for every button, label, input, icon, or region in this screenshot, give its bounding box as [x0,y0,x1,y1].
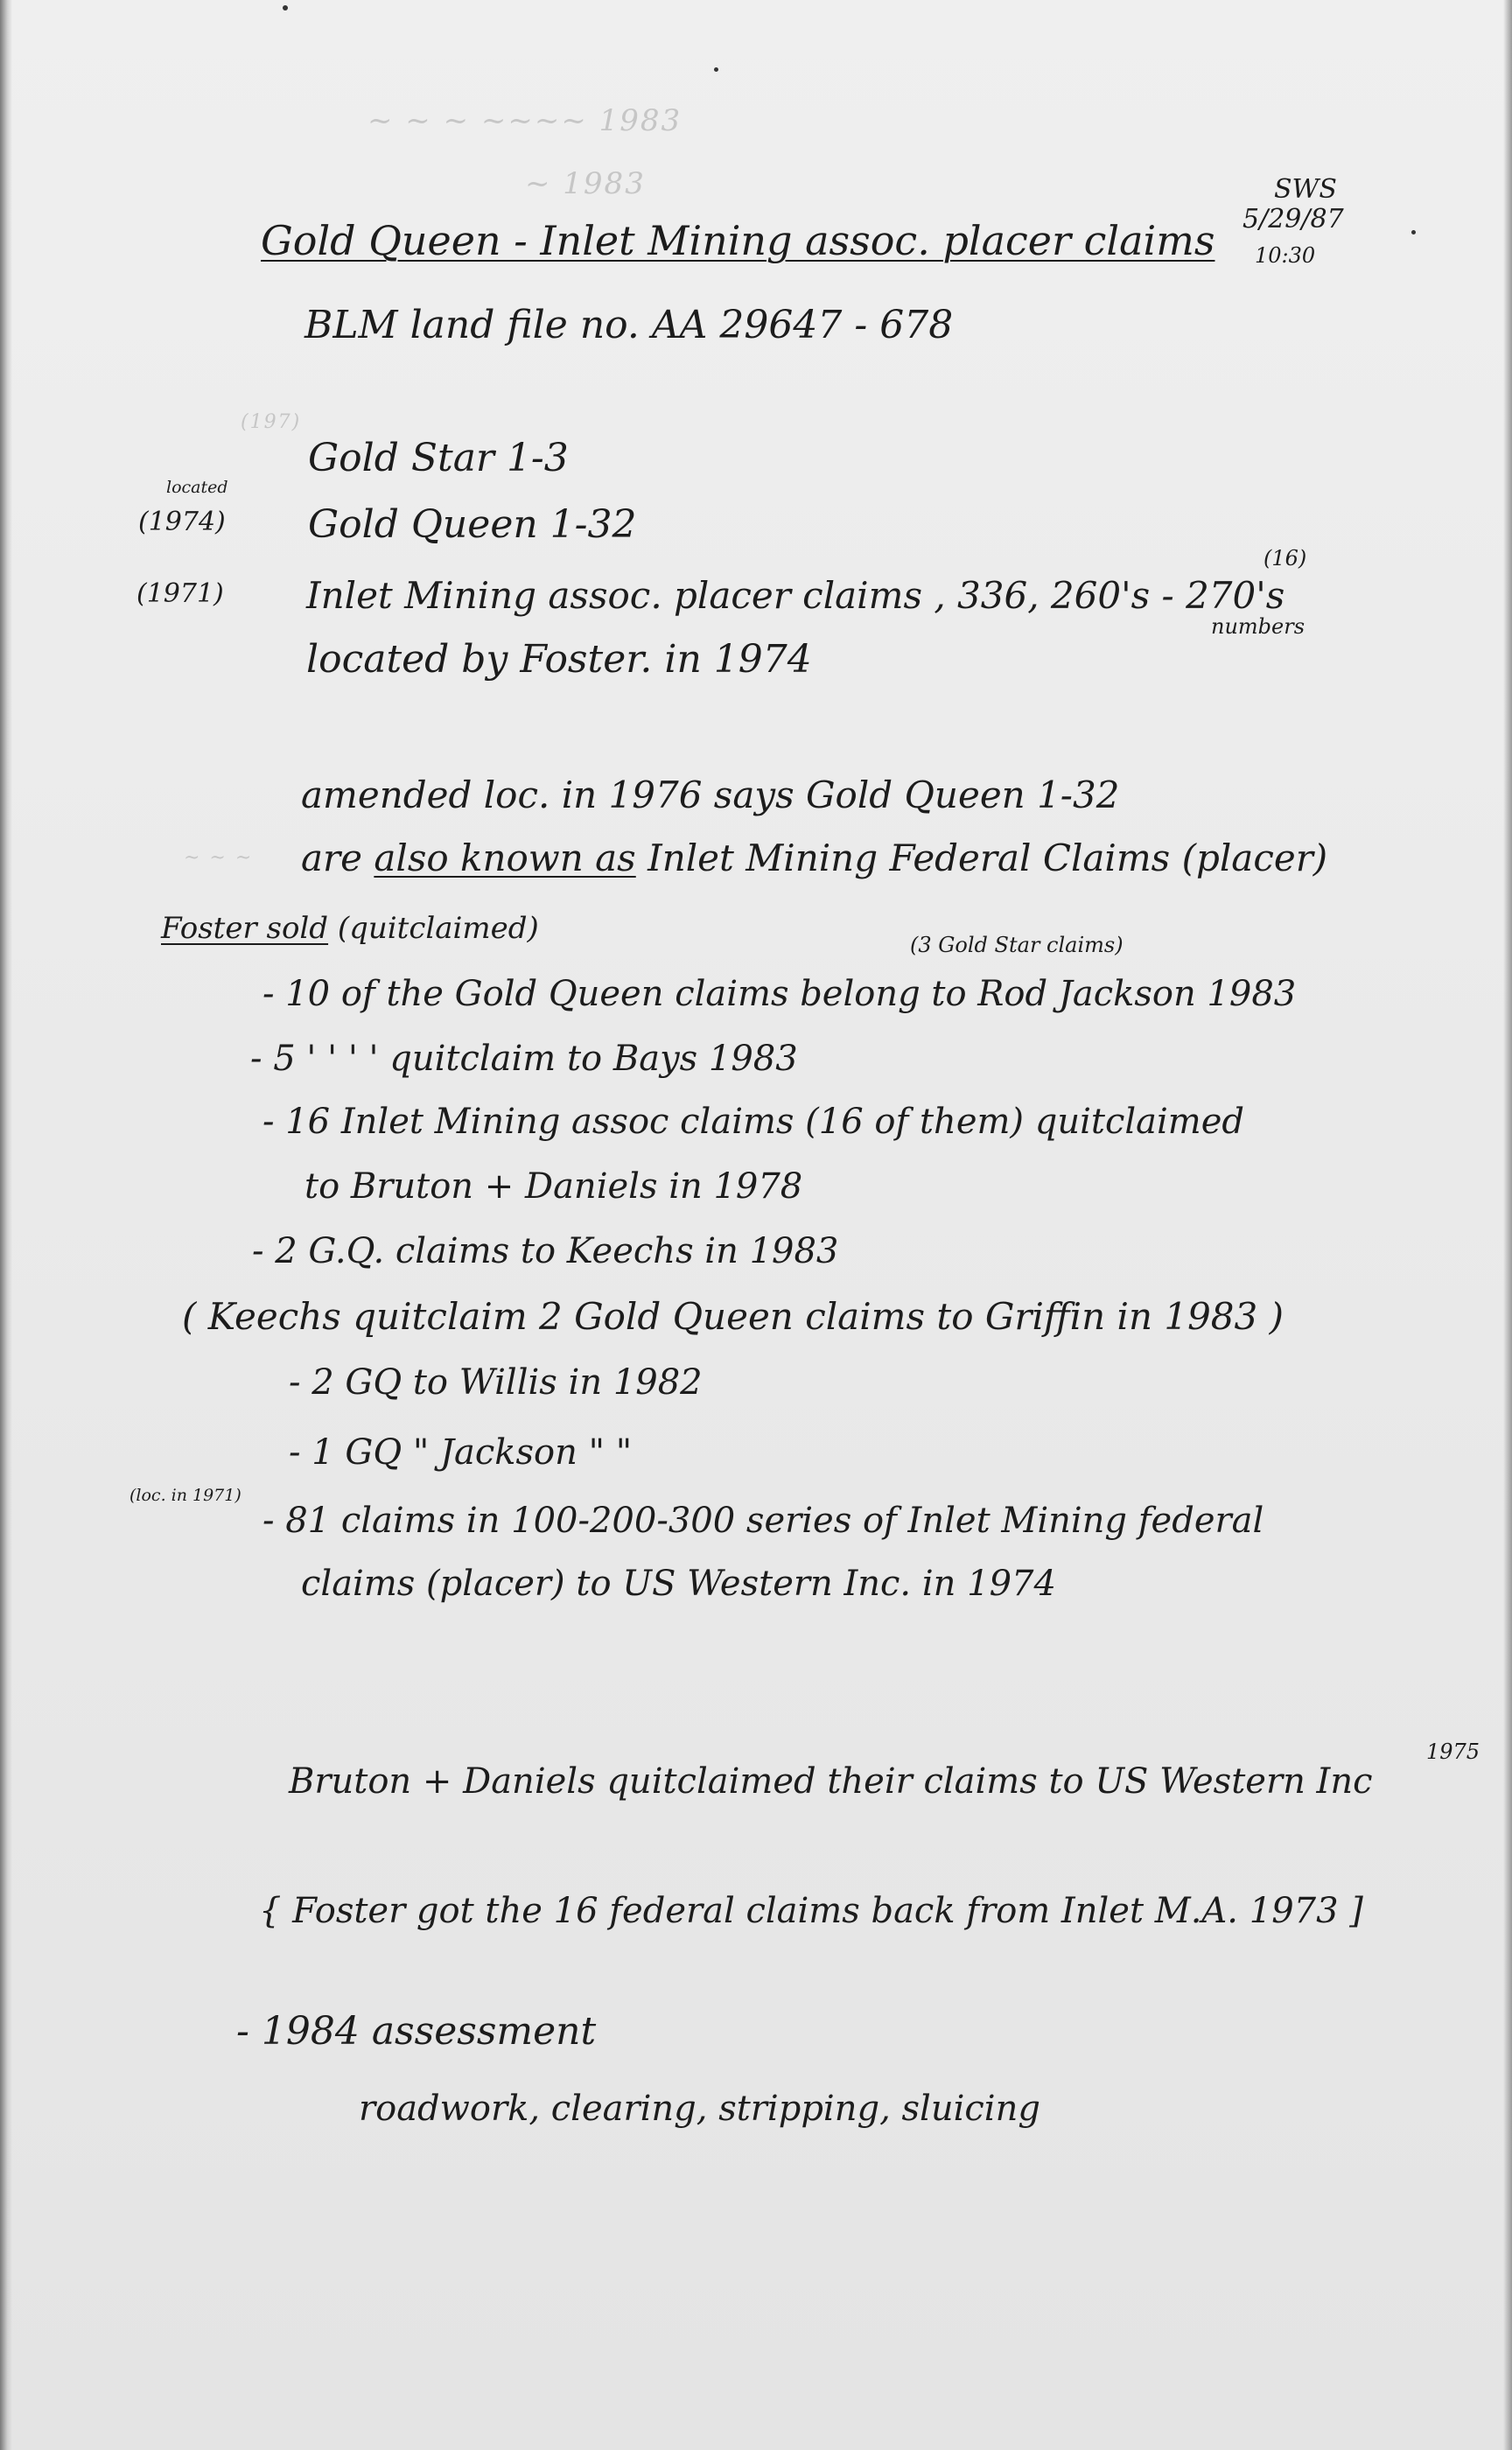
also-known-suffix: Inlet Mining Federal Claims (placer) [648,836,1328,879]
bleed-through-mark: (197) [241,411,302,433]
foster-item-bruton: to Bruton + Daniels in 1978 [304,1166,803,1207]
foster-item-keechs: - 2 G.Q. claims to Keechs in 1983 [252,1231,839,1271]
stamp-time: 10:30 [1255,243,1316,268]
located-by-line: located by Foster. in 1974 [306,637,812,682]
year-1971: (1971) [136,578,224,609]
also-known-line [301,836,1328,879]
bruton-year: 1975 [1426,1740,1480,1764]
foster-item-willis: - 2 GQ to Willis in 1982 [289,1362,703,1403]
scan-shadow-right [1503,0,1512,2450]
page-title: Gold Queen - Inlet Mining assoc. placer claims [261,217,1215,264]
foster-heading [161,911,539,946]
loc-1971-margin-note: (loc. in 1971) [130,1486,242,1505]
foster-item-us-western-cont: claims (placer) to US Western Inc. in 1974 [301,1564,1056,1604]
foster-got-back-line: { Foster got the 16 federal claims back from Inlet M.A. 1973 ] [259,1891,1363,1931]
year-1974: (1974) [138,507,226,537]
gold-star-line: Gold Star 1-3 [308,436,569,480]
keechs-griffin-line: ( Keechs quitclaim 2 Gold Queen claims to Griffin in 1983 ) [182,1295,1284,1338]
gold-star-claims-note: (3 Gold Star claims) [910,933,1124,957]
scan-shadow-left [0,0,12,2450]
bleed-through-mark: ~ 1983 [525,166,646,201]
gold-queen-line: Gold Queen 1-32 [308,502,637,547]
numbers-label: numbers [1211,614,1306,639]
assessment-line: - 1984 assessment [236,2009,597,2054]
located-label: located [166,478,228,497]
bleed-through-mark: ~ ~ ~ ~~~~ 1983 [368,103,682,138]
also-known-prefix: are [301,836,362,879]
foster-item-bays: - 5 ' ' ' ' quitclaim to Bays 1983 [250,1039,798,1079]
scan-speck [714,67,718,72]
bleed-through-mark: ~ ~ ~ [184,847,254,869]
quitclaimed-note: (quitclaimed) [337,911,539,946]
scan-speck [1411,230,1416,234]
foster-sold: Foster sold [161,911,329,946]
also-known-as: also known as [374,836,636,879]
foster-item-jackson-gq: - 1 GQ " Jackson " " [289,1432,633,1473]
assessment-work-line: roadwork, clearing, stripping, sluicing [359,2089,1040,2129]
scan-speck [283,5,288,10]
count-16: (16) [1264,546,1307,570]
stamp-date: 5/29/87 [1242,204,1344,234]
amended-line: amended loc. in 1976 says Gold Queen 1-32 [301,774,1120,816]
stamp-initials: SWS [1274,174,1337,205]
inlet-placer-line: Inlet Mining assoc. placer claims , 336, 260's - 270's [306,574,1285,617]
foster-item-jackson: - 10 of the Gold Queen claims belong to Rod Jackson 1983 [262,974,1297,1014]
foster-item-inlet-16: - 16 Inlet Mining assoc claims (16 of them) quitclaimed [262,1102,1245,1142]
bruton-daniels-line: Bruton + Daniels quitclaimed their claims to US Western Inc [289,1761,1373,1802]
foster-item-us-western: - 81 claims in 100-200-300 series of Inlet Mining federal [262,1501,1264,1541]
blm-file-line: BLM land file no. AA 29647 - 678 [304,303,954,347]
